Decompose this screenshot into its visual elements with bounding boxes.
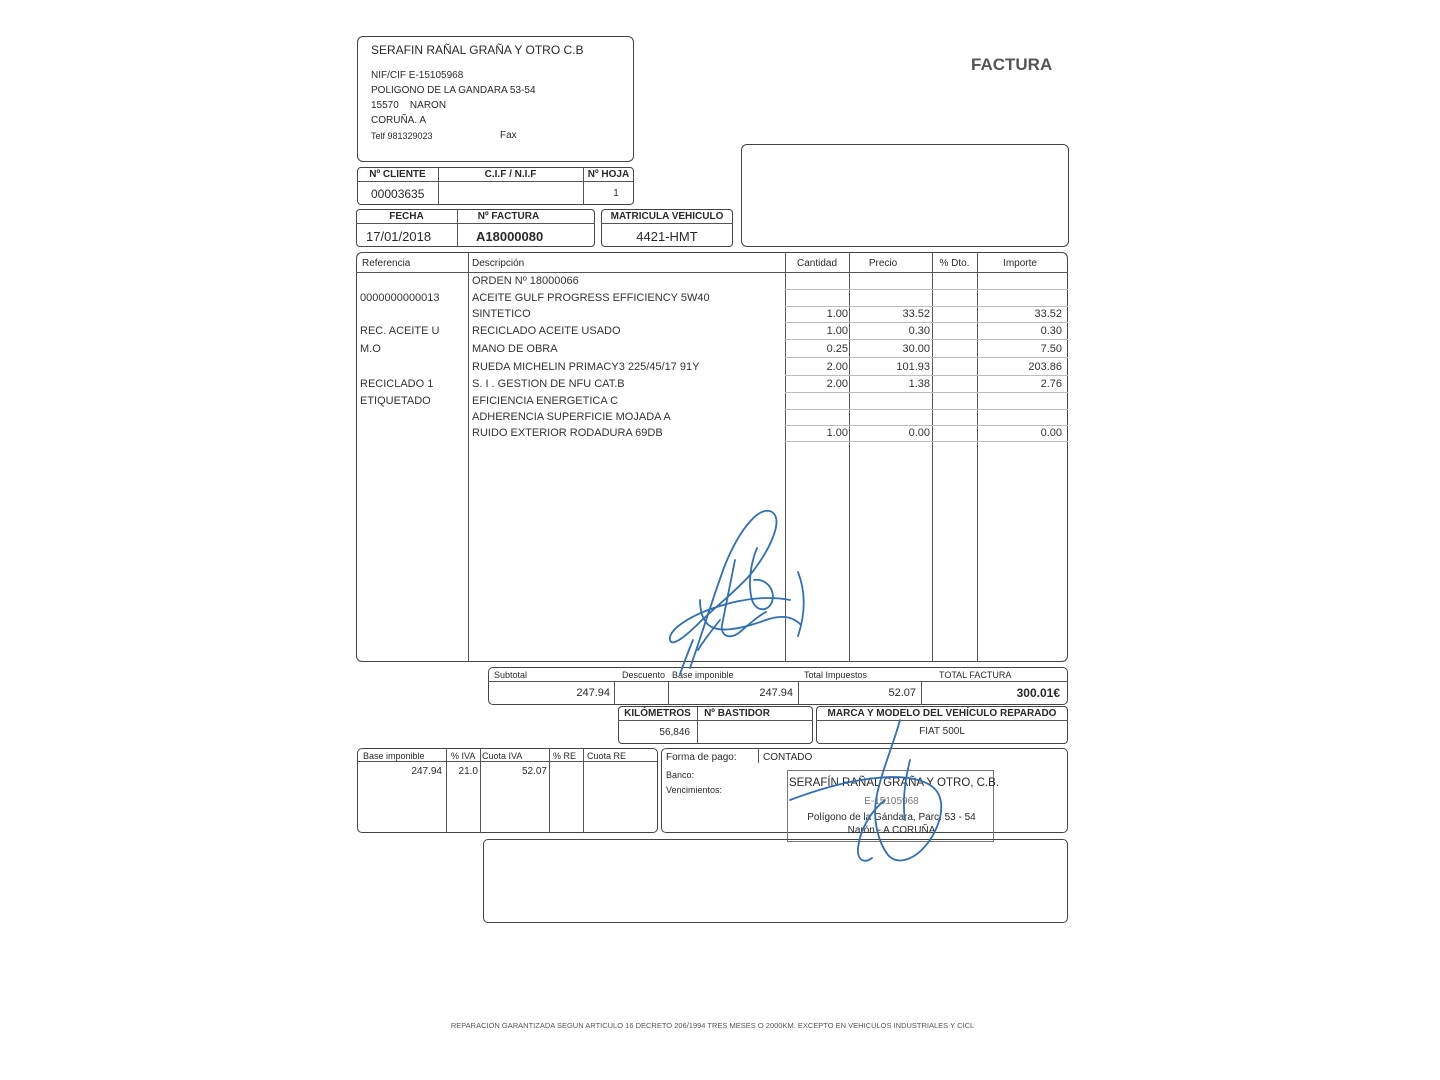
row-desc: RUIDO EXTERIOR RODADURA 69DB <box>472 427 663 439</box>
tax-re-pct-label: % RE <box>553 751 577 761</box>
tax-iva-pct-value: 21.0 <box>458 766 478 777</box>
row-separator <box>785 339 1068 340</box>
subtotal-label: Subtotal <box>494 670 528 680</box>
base-value: 247.94 <box>759 687 793 699</box>
row-desc: ORDEN Nº 18000066 <box>472 275 579 287</box>
row-desc: S. I . GESTION DE NFU CAT.B <box>472 378 625 390</box>
row-ref: 0000000000013 <box>360 292 440 304</box>
row-desc: ACEITE GULF PROGRESS EFFICIENCY 5W40 <box>472 292 710 304</box>
stamp-name: SERAFÍN RAÑAL GRAÑA Y OTRO, C.B. <box>789 777 1000 789</box>
payment-method-label: Forma de pago: <box>666 752 737 763</box>
km-label: KILÓMETROS <box>624 708 691 719</box>
header-amount: Importe <box>1003 258 1037 269</box>
row-desc: MANO DE OBRA <box>472 343 558 355</box>
row-price: 33.52 <box>902 308 930 320</box>
row-price: 30.00 <box>902 343 930 355</box>
row-amount: 0.30 <box>1040 325 1062 337</box>
total-value: 300.01€ <box>1016 686 1060 700</box>
client-no-value: 00003635 <box>371 187 425 201</box>
sheet-label: Nº HOJA <box>587 169 630 180</box>
issuer-phone: Telf 981329023 <box>371 131 433 141</box>
row-price: 0.00 <box>908 427 930 439</box>
header-disc: % Dto. <box>939 258 970 269</box>
row-amount: 33.52 <box>1034 308 1062 320</box>
issuer-province: CORUÑA. A <box>371 115 427 126</box>
cif-label: C.I.F / N.I.F <box>484 169 537 180</box>
vin-label: Nº BASTIDOR <box>704 708 770 719</box>
row-separator <box>785 425 1068 426</box>
issuer-fax-label: Fax <box>500 130 517 141</box>
row-price: 0.30 <box>908 325 930 337</box>
row-qty: 2.00 <box>826 378 848 390</box>
recipient-box <box>741 144 1069 247</box>
row-desc: RUEDA MICHELIN PRIMACY3 225/45/17 91Y <box>472 361 700 373</box>
tax-iva-pct-label: % IVA <box>451 751 476 761</box>
tax-iva-value: 52.07 <box>521 766 547 777</box>
row-qty: 2.00 <box>826 361 848 373</box>
issuer-address: POLIGONO DE LA GANDARA 53-54 <box>371 85 536 96</box>
row-amount: 203.86 <box>1028 361 1062 373</box>
subtotal-value: 247.94 <box>576 687 610 699</box>
row-qty: 1.00 <box>826 308 848 320</box>
stamp-nif: E-15105968 <box>864 796 919 807</box>
issuer-nif: NIF/CIF E-15105968 <box>371 70 464 81</box>
row-desc: SINTETICO <box>472 308 531 320</box>
due-label: Vencimientos: <box>666 785 723 795</box>
sheet-value: 1 <box>613 188 619 199</box>
row-ref: REC. ACEITE U <box>360 325 440 337</box>
model-value: FIAT 500L <box>919 726 965 737</box>
row-desc: EFICIENCIA ENERGETICA C <box>472 395 619 407</box>
total-label: TOTAL FACTURA <box>939 670 1012 680</box>
row-amount: 7.50 <box>1040 343 1062 355</box>
tax-base-value: 247.94 <box>411 766 442 777</box>
row-amount: 0.00 <box>1040 427 1062 439</box>
bank-label: Banco: <box>666 770 695 780</box>
taxes-label: Total Impuestos <box>804 670 868 680</box>
row-separator <box>785 392 1068 393</box>
notes-box <box>483 839 1068 923</box>
row-separator <box>785 306 1068 307</box>
model-label: MARCA Y MODELO DEL VEHÍCULO REPARADO <box>827 708 1057 719</box>
row-ref: ETIQUETADO <box>360 395 431 407</box>
stamp-address: Polígono de la Gándara, Parc. 53 - 54 <box>807 812 976 823</box>
tax-re-label: Cuota RE <box>587 751 627 761</box>
tax-iva-label: Cuota IVA <box>482 751 523 761</box>
row-desc: RECICLADO ACEITE USADO <box>472 325 621 337</box>
row-price: 1.38 <box>908 378 930 390</box>
row-separator <box>785 409 1068 410</box>
row-separator <box>785 289 1068 290</box>
row-separator <box>785 322 1068 323</box>
row-qty: 0.25 <box>826 343 848 355</box>
row-separator <box>785 357 1068 358</box>
row-separator <box>785 375 1068 376</box>
taxes-value: 52.07 <box>888 687 916 699</box>
header-desc: Descripción <box>472 258 525 269</box>
row-amount: 2.76 <box>1040 378 1062 390</box>
base-label: Base imponible <box>672 670 734 680</box>
document-title: FACTURA <box>971 55 1053 74</box>
plate-label: MATRICULA VEHICULO <box>610 211 724 222</box>
client-no-label: Nº CLIENTE <box>369 169 426 180</box>
tax-base-label: Base imponible <box>363 751 425 761</box>
row-ref: M.O <box>360 343 381 355</box>
plate-value: 4421-HMT <box>636 229 698 244</box>
row-price: 101.93 <box>896 361 930 373</box>
issuer-name: SERAFIN RAÑAL GRAÑA Y OTRO C.B <box>371 43 584 57</box>
row-qty: 1.00 <box>826 427 848 439</box>
date-label: FECHA <box>389 211 424 222</box>
payment-method-value: CONTADO <box>763 752 813 763</box>
items-table <box>356 252 1068 662</box>
invoice-number-label: Nº FACTURA <box>477 211 540 222</box>
invoice-number-value: A18000080 <box>476 229 544 244</box>
row-ref: RECICLADO 1 <box>360 378 434 390</box>
row-qty: 1.00 <box>826 325 848 337</box>
discount-label: Descuento <box>622 670 666 680</box>
km-value: 56,846 <box>659 727 690 738</box>
header-price: Precio <box>868 258 898 269</box>
row-separator <box>785 441 1068 442</box>
issuer-postal-city: 15570 NARON <box>371 100 447 111</box>
header-ref: Referencia <box>362 258 411 269</box>
footer-note: REPARACION GARANTIZADA SEGUN ARTICULO 16 DECRETO 206/1994 TRES MESES O 2000KM. EXCEPTO EN VEHICULOS INDUSTRIALES Y CICL <box>450 1021 975 1030</box>
stamp-city: Narón - A CORUÑA <box>847 825 936 836</box>
header-qty: Cantidad <box>796 258 838 269</box>
row-desc: ADHERENCIA SUPERFICIE MOJADA A <box>472 411 671 423</box>
date-value: 17/01/2018 <box>366 229 432 244</box>
